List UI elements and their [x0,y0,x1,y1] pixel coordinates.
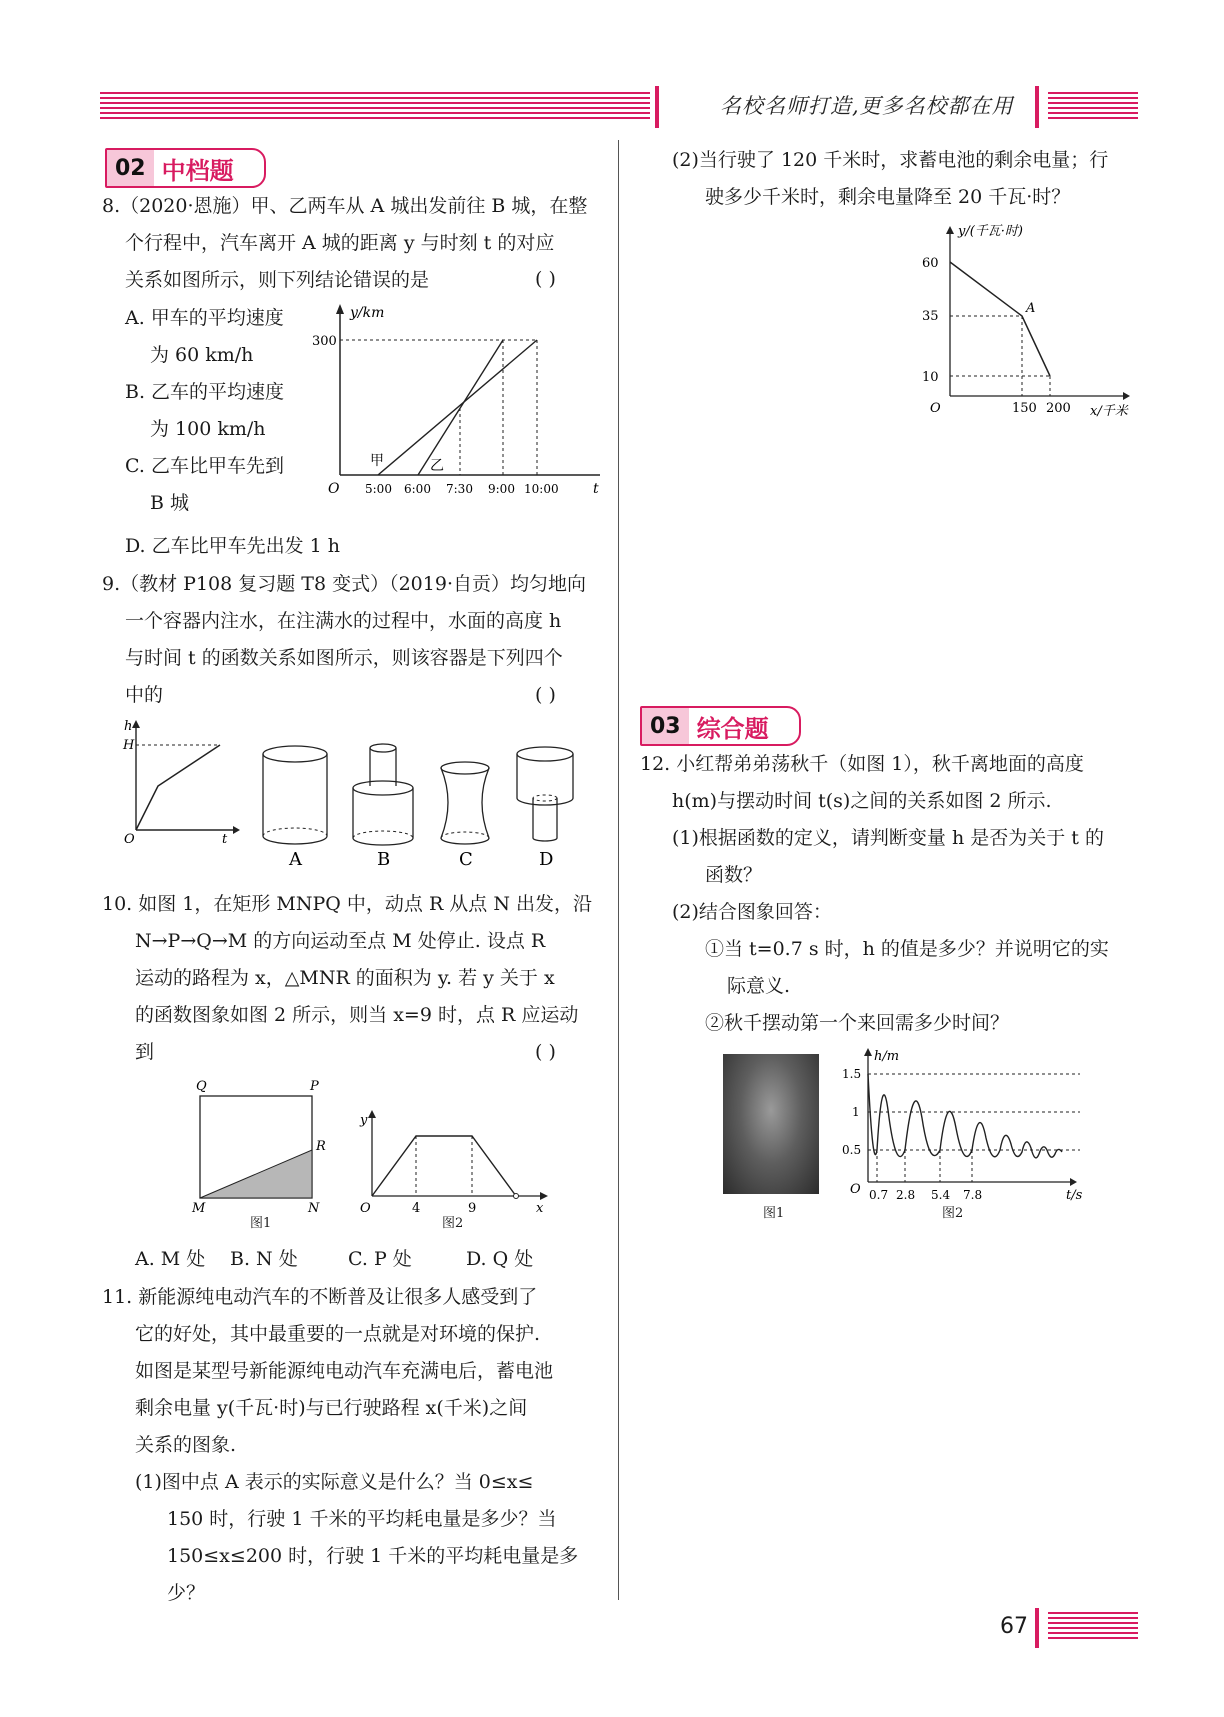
q10-option-a: A. M 处 [135,1248,206,1270]
q12-y05: 0.5 [842,1143,862,1157]
section-title: 中档题 [161,156,234,185]
q10-line-5: 到 [135,1041,155,1063]
q8-option-b-cont: 为 100 km/h [150,418,266,440]
fig1-P: P [310,1079,319,1094]
q12-tick-28: 2.8 [896,1188,916,1202]
q11-sub1-line-1: (1)图中点 A 表示的实际意义是什么？当 0≤x≤ [135,1471,534,1493]
footer-stripes [1048,1612,1138,1642]
q10-option-c: C. P 处 [348,1248,412,1270]
container-label-d: D [539,849,554,870]
q8-line-jia [378,340,537,475]
q8-option-d: D. 乙车比甲车先出发 1 h [125,535,341,557]
q12-ylabel: h/m [874,1049,900,1064]
q11-y35: 35 [922,309,939,324]
q10-fig1-rectangle [188,1078,328,1218]
q8-option-c: C. 乙车比甲车先到 [125,455,284,477]
q8-label-jia: 甲 [370,453,384,469]
section-title: 综合题 [696,714,769,743]
q11-x200: 200 [1046,401,1071,416]
section-badge-02 [105,148,266,188]
header-stripes-left [100,92,650,122]
q8-tick-2: 6:00 [404,482,431,496]
q11-battery-graph [920,218,1140,423]
container-a [263,746,327,844]
q11-x150: 150 [1012,401,1037,416]
q10-line-3: 运动的路程为 x，△MNR 的面积为 y. 若 y 关于 x [135,967,555,989]
q12-sub1-line-1: (1)根据函数的定义，请判断变量 h 是否为关于 t 的 [672,827,1104,849]
q9-line-3: 与时间 t 的函数关系如图所示，则该容器是下列四个 [125,647,563,669]
q11-line-2: 它的好处，其中最重要的一点就是对环境的保护. [135,1323,541,1345]
q11-point-A: A [1026,301,1036,316]
q10-fig2-caption: 图2 [442,1216,464,1231]
q8-tick-5: 10:00 [524,482,559,496]
q12-y15: 1.5 [842,1067,862,1081]
q11-line-3: 如图是某型号新能源纯电动汽车充满电后，蓄电池 [135,1360,554,1382]
q9-height-time-graph [120,718,240,848]
header-divider-right [1035,86,1039,128]
header-slogan: 名校名师打造,更多名校都在用 [720,94,1014,118]
q10-line-1: 10. 如图 1，在矩形 MNPQ 中，动点 R 从点 N 出发，沿 [102,893,592,915]
q12-sub2a-line-2: 际意义. [727,975,791,997]
q12-xlabel: t/s [1066,1188,1083,1203]
column-divider [618,140,619,1600]
fig2-tick-9: 9 [468,1201,477,1216]
q9-h-label: h [124,719,133,734]
q12-sub1-line-2: 函数？ [705,864,763,886]
q8-tick-3: 7:30 [446,482,473,496]
q11-sub1-line-4: 少？ [167,1582,206,1604]
q8-answer-paren: ( ) [535,268,556,290]
header-stripes-right [1048,92,1138,122]
q8-line-2: 个行程中，汽车离开 A 城的距离 y 与时刻 t 的对应 [125,232,555,254]
q8-origin: O [328,481,340,497]
section-badge-03 [640,706,801,746]
q8-line-yi [418,340,503,475]
container-b [353,744,413,845]
q8-tick-4: 9:00 [488,482,515,496]
fig2-tick-4: 4 [412,1201,421,1216]
q8-line-1: 8.（2020·恩施）甲、乙两车从 A 城出发前往 B 城，在整 [102,195,588,217]
q8-y300: 300 [312,334,337,349]
q8-xlabel: t [593,481,599,497]
q11-ylabel: y/(千瓦·时) [958,224,1024,239]
q12-cap1: 图1 [763,1206,785,1221]
q11-sub2-line-1: (2)当行驶了 120 千米时，求蓄电池的剩余电量；行 [672,149,1109,171]
fig1-N: N [308,1201,320,1216]
container-label-c: C [459,849,473,870]
fig2-y: y [360,1113,368,1128]
q12-line-1: 12. 小红帮弟弟荡秋千（如图 1），秋千离地面的高度 [640,753,1084,775]
q9-H-label: H [123,738,135,753]
container-label-b: B [377,849,391,870]
q9-answer-paren: ( ) [535,684,556,706]
q10-option-d: D. Q 处 [466,1248,534,1270]
q9-line-1: 9.（教材 P108 复习题 T8 变式）（2019·自贡）均匀地向 [102,573,586,595]
container-d [517,747,573,841]
q12-swing-graph [840,1046,1090,1206]
q12-cap2: 图2 [942,1206,964,1221]
q10-fig2-graph [350,1110,550,1220]
q8-option-a: A. 甲车的平均速度 [125,307,284,329]
q9-origin: O [124,832,135,847]
q8-line-3: 关系如图所示，则下列结论错误的是 [125,269,430,291]
header-divider-left [655,86,659,128]
section-number: 02 [107,150,154,186]
fig1-Q: Q [196,1079,207,1094]
q11-sub1-line-2: 150 时，行驶 1 千米的平均耗电量是多少？当 [167,1508,557,1530]
q9-line-2: 一个容器内注水，在注满水的过程中，水面的高度 h [125,610,562,632]
q12-y1: 1 [852,1105,860,1119]
q12-sub2: (2)结合图象回答： [672,901,832,923]
fig2-O: O [360,1201,371,1216]
q8-option-b: B. 乙车的平均速度 [125,381,285,403]
q9-line-4: 中的 [125,684,164,706]
section-number: 03 [642,708,689,744]
q8-option-a-cont: 为 60 km/h [150,344,254,366]
q11-line-1: 11. 新能源纯电动汽车的不断普及让很多人感受到了 [102,1286,538,1308]
swing-photo [723,1054,819,1194]
q11-line-5: 关系的图象. [135,1434,237,1456]
q8-label-yi: 乙 [430,458,444,474]
q12-line-2: h(m)与摆动时间 t(s)之间的关系如图 2 所示. [672,790,1052,812]
q8-distance-time-graph [312,300,610,505]
q10-line-2: N→P→Q→M 的方向运动至点 M 处停止. 设点 R [135,930,546,952]
q8-option-c-cont: B 城 [150,492,190,514]
q12-origin: O [850,1182,861,1197]
q10-answer-paren: ( ) [535,1041,556,1063]
footer-divider [1035,1608,1039,1648]
q11-line-4: 剩余电量 y(千瓦·时)与已行驶路程 x(千米)之间 [135,1397,528,1419]
q12-sub2b: ②秋千摆动第一个来回需多少时间？ [705,1012,1010,1034]
q12-tick-54: 5.4 [931,1188,951,1202]
q12-swing-curve [868,1074,1062,1158]
q11-sub1-line-3: 150≤x≤200 时，行驶 1 千米的平均耗电量是多 [167,1545,579,1567]
q10-option-b: B. N 处 [230,1248,298,1270]
container-label-a: A [289,849,302,870]
q11-sub2-line-2: 驶多少千米时，剩余电量降至 20 千瓦·时？ [705,186,1071,208]
q12-tick-07: 0.7 [869,1188,889,1202]
q9-t-label: t [222,832,228,847]
q11-y60: 60 [922,256,939,271]
q12-sub2a-line-1: ①当 t=0.7 s 时，h 的值是多少？并说明它的实 [705,938,1109,960]
q10-line-4: 的函数图象如图 2 所示，则当 x=9 时，点 R 应运动 [135,1004,579,1026]
fig2-x: x [536,1201,544,1216]
q11-xlabel: x/千米 [1090,404,1128,419]
q11-origin: O [930,401,941,416]
q8-ylabel: y/km [350,305,385,321]
q12-tick-78: 7.8 [963,1188,983,1202]
page-number: 67 [1000,1614,1028,1639]
q10-fig1-caption: 图1 [250,1216,272,1231]
q9-containers [250,740,580,870]
fig1-M: M [192,1201,206,1216]
fig1-R: R [316,1139,326,1154]
q8-tick-1: 5:00 [365,482,392,496]
container-c [441,762,489,844]
q11-y10: 10 [922,370,939,385]
